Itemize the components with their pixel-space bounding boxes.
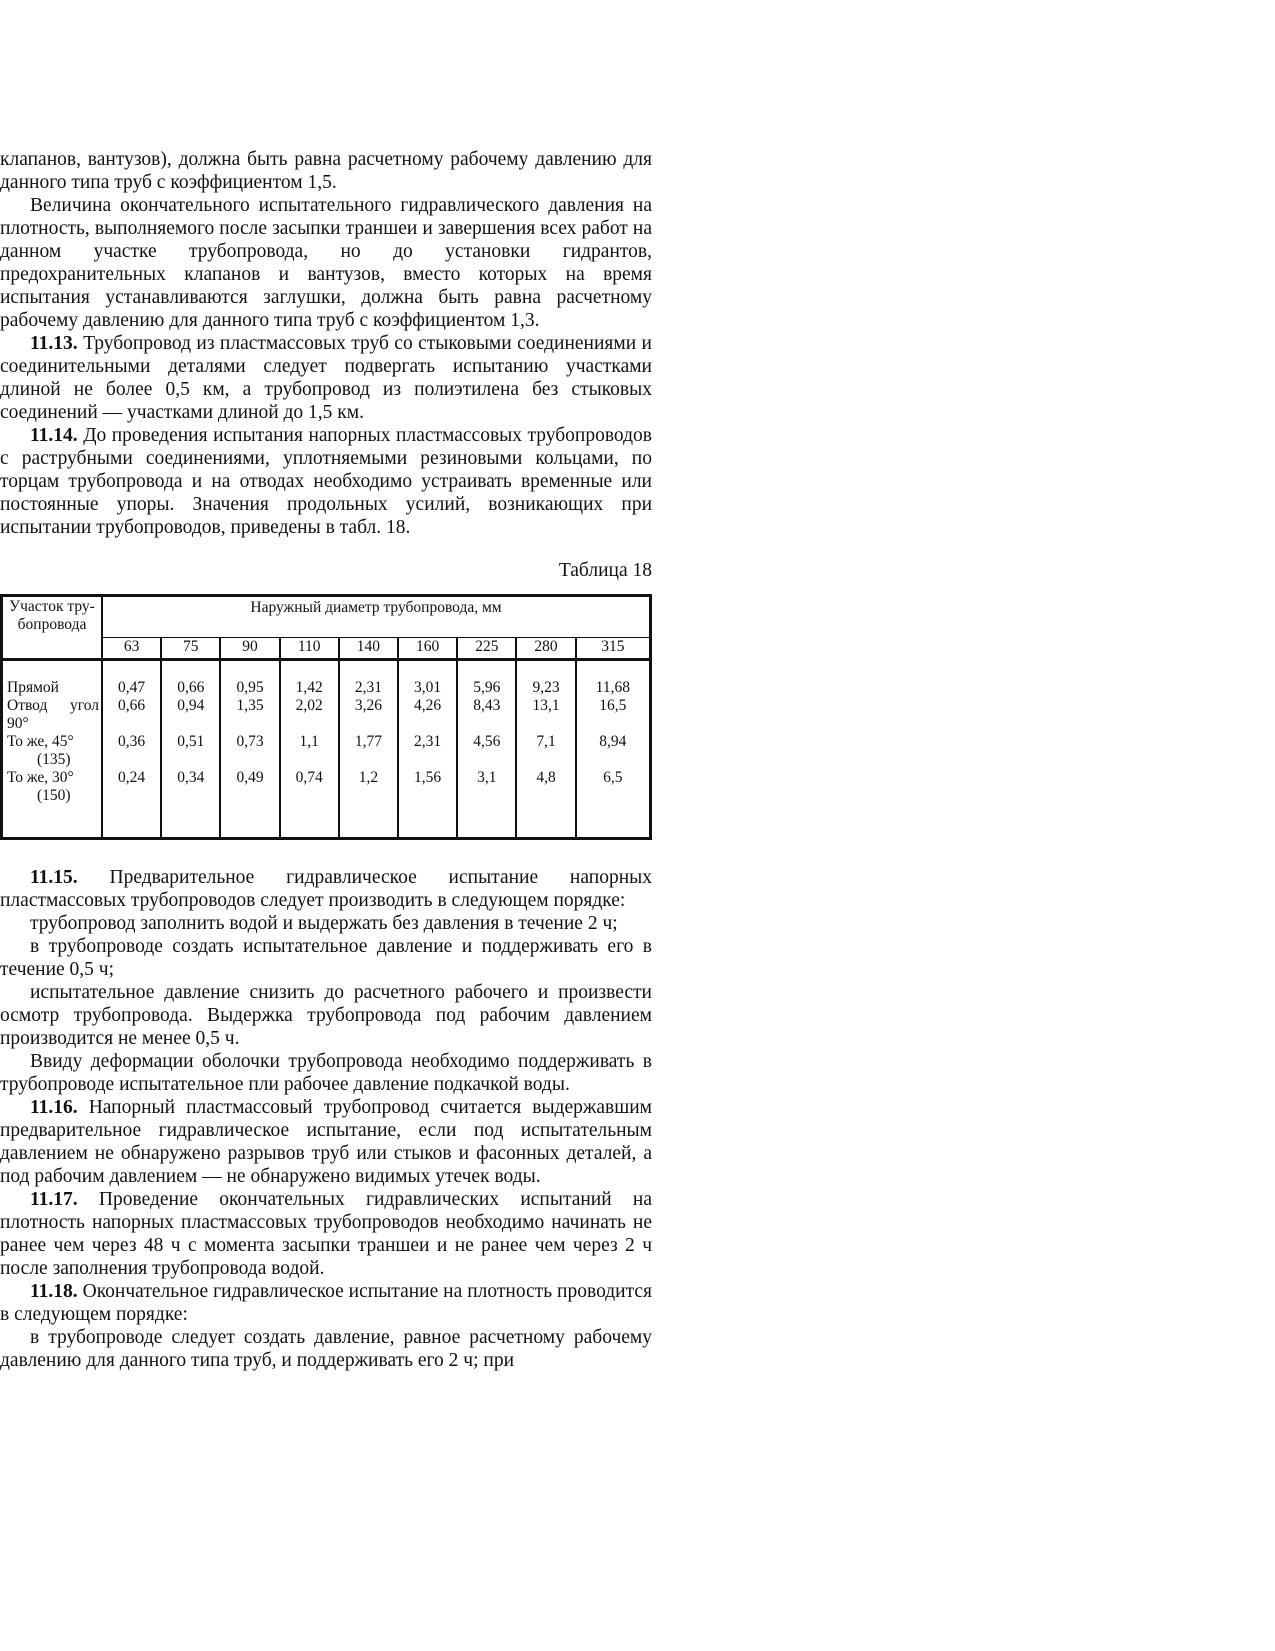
paragraph-11-16: 11.16. Напорный пластмассовый трубопровод считается выдержавшим предварительное гидравлическое испытание, если под испытательным давлением не обнаружено разрывов труб или стыков и фасонных деталей, а под рабочим давлением — не обнаружено видимых утечек воды. xyxy=(0,1097,652,1187)
diameter-header: 280 xyxy=(516,638,575,660)
value-column xyxy=(220,660,279,839)
row-label: То же, 30° xyxy=(7,769,74,786)
clause-number: 11.18. xyxy=(30,1281,78,1302)
paragraph-11-18: 11.18. Окончательное гидравлическое испытание на плотность проводится в следующем порядке: xyxy=(0,1281,652,1325)
value-cell: 9,23 xyxy=(532,679,560,696)
value-cell: 5,96 xyxy=(473,679,501,696)
value-cell: 1,56 xyxy=(414,769,442,786)
value-cell: 0,94 xyxy=(177,697,205,714)
value-cell: 13,1 xyxy=(532,697,560,714)
value-column xyxy=(102,660,161,839)
paragraph-11-17: 11.17. Проведение окончательных гидравлических испытаний на плотность напорных пластмассовых трубопроводов необходимо начинать не ранее чем через 48 ч с момента засыпки траншеи и не ранее чем через 2 ч после заполнения трубопровода водой. xyxy=(0,1189,652,1279)
value-cell: 2,31 xyxy=(414,733,442,750)
table-corner-header: Участок тру-бопровода xyxy=(2,596,103,660)
diameter-header: 63 xyxy=(102,638,161,660)
paragraph: Величина окончательного испытательного гидравлического давления на плотность, выполняемого после засыпки траншеи и завершения всех работ на данном участке трубопровода, но до установки гидрантов, предохранительных клапанов и вантузов, вместо которых на время испытания устанавливаются заглушки, должна быть равна расчетному рабочему давлению для данного типа труб с коэффициентом 1,3. xyxy=(0,195,652,331)
value-cell: 4,56 xyxy=(473,733,501,750)
value-cell: 3,26 xyxy=(354,697,382,714)
clause-number: 11.16. xyxy=(30,1097,78,1118)
paragraph: Ввиду деформации оболочки трубопровода необходимо поддерживать в трубопроводе испытательное пли рабочее давление подкачкой воды. xyxy=(0,1051,652,1095)
value-cell: 0,66 xyxy=(118,697,146,714)
diameter-header: 75 xyxy=(161,638,220,660)
paragraph-11-14: 11.14. До проведения испытания напорных пластмассовых трубопроводов с раструбными соединениями, уплотняемыми резиновыми кольцами, по торцам трубопровода и на отводах необходимо устраивать временные или постоянные упоры. Значения продольных усилий, возникающих при испытании трубопроводов, приведены в табл. 18. xyxy=(0,425,652,538)
value-cell: 0,49 xyxy=(236,769,264,786)
value-cell: 16,5 xyxy=(599,697,627,714)
row-label: Отвод угол xyxy=(7,697,99,714)
clause-number: 11.15. xyxy=(30,867,78,888)
value-column xyxy=(516,660,575,839)
value-column xyxy=(576,660,651,839)
diameter-header: 315 xyxy=(576,638,651,660)
diameter-header: 90 xyxy=(220,638,279,660)
row-label-cont: 90° xyxy=(7,715,29,732)
value-column xyxy=(457,660,516,839)
value-cell: 1,2 xyxy=(358,769,379,786)
row-label-cont: (135) xyxy=(37,751,71,768)
document-column xyxy=(0,148,652,1372)
value-column xyxy=(339,660,398,839)
value-cell: 6,5 xyxy=(603,769,623,786)
table-caption: Таблица 18 xyxy=(558,560,652,581)
paragraph: испытательное давление снизить до расчетного рабочего и произвести осмотр трубопровода. Выдержка трубопровода под рабочим давлением производится не менее 0,5 ч. xyxy=(0,982,652,1049)
value-cell: 0,73 xyxy=(236,733,264,750)
row-label-cont: (150) xyxy=(37,787,71,804)
diameter-header: 140 xyxy=(339,638,398,660)
value-cell: 7,1 xyxy=(536,733,556,750)
value-cell: 11,68 xyxy=(595,679,630,696)
paragraph: в трубопроводе следует создать давление, равное расчетному рабочему давлению для данного типа труб, и поддерживать его 2 ч; при xyxy=(0,1327,652,1371)
value-cell: 0,95 xyxy=(236,679,264,696)
value-cell: 1,77 xyxy=(354,733,382,750)
value-cell: 0,74 xyxy=(295,769,323,786)
paragraph-11-13: 11.13. Трубопровод из пластмассовых труб со стыковыми соединениями и соединительными деталями следует подвергать испытанию участками длиной не более 0,5 км, а трубопровод из полиэтилена без стыковых соединений — участками длиной до 1,5 км. xyxy=(0,333,652,423)
value-cell: 4,8 xyxy=(536,769,556,786)
row-label: Прямой xyxy=(7,679,59,696)
value-cell: 4,26 xyxy=(414,697,442,714)
row-labels-cell xyxy=(2,660,103,839)
paragraph: клапанов, вантузов), должна быть равна расчетному рабочему давлению для данного типа труб с коэффициентом 1,5. xyxy=(0,149,652,193)
value-cell: 3,01 xyxy=(414,679,442,696)
value-cell: 2,02 xyxy=(295,697,323,714)
value-cell: 0,66 xyxy=(177,679,205,696)
text-after-table xyxy=(0,866,652,1372)
clause-number: 11.13. xyxy=(30,333,78,354)
paragraph: трубопровод заполнить водой и выдержать без давления в течение 2 ч; xyxy=(30,913,618,934)
value-cell: 8,43 xyxy=(473,697,501,714)
diameter-header: 225 xyxy=(457,638,516,660)
value-cell: 8,94 xyxy=(599,733,627,750)
diameter-header: 110 xyxy=(280,638,339,660)
value-cell: 3,1 xyxy=(477,769,497,786)
value-column xyxy=(398,660,457,839)
row-label: То же, 45° xyxy=(7,733,74,750)
clause-number: 11.14. xyxy=(30,425,78,446)
paragraph: в трубопроводе создать испытательное давление и поддерживать его в течение 0,5 ч; xyxy=(0,936,652,980)
value-cell: 0,34 xyxy=(177,769,205,786)
value-column xyxy=(161,660,220,839)
value-cell: 0,36 xyxy=(118,733,146,750)
value-cell: 1,42 xyxy=(295,679,323,696)
data-table xyxy=(0,594,652,840)
value-cell: 0,51 xyxy=(177,733,205,750)
value-column xyxy=(280,660,339,839)
table-group-header: Наружный диаметр трубопровода, мм xyxy=(102,596,651,638)
paragraph-11-15: 11.15. Предварительное гидравлическое испытание напорных пластмассовых трубопроводов следует производить в следующем порядке: xyxy=(0,867,652,911)
diameter-header: 160 xyxy=(398,638,457,660)
value-cell: 2,31 xyxy=(354,679,382,696)
clause-number: 11.17. xyxy=(30,1189,78,1210)
value-cell: 1,1 xyxy=(299,733,319,750)
value-cell: 0,47 xyxy=(118,679,146,696)
value-cell: 0,24 xyxy=(118,769,146,786)
value-cell: 1,35 xyxy=(236,697,264,714)
